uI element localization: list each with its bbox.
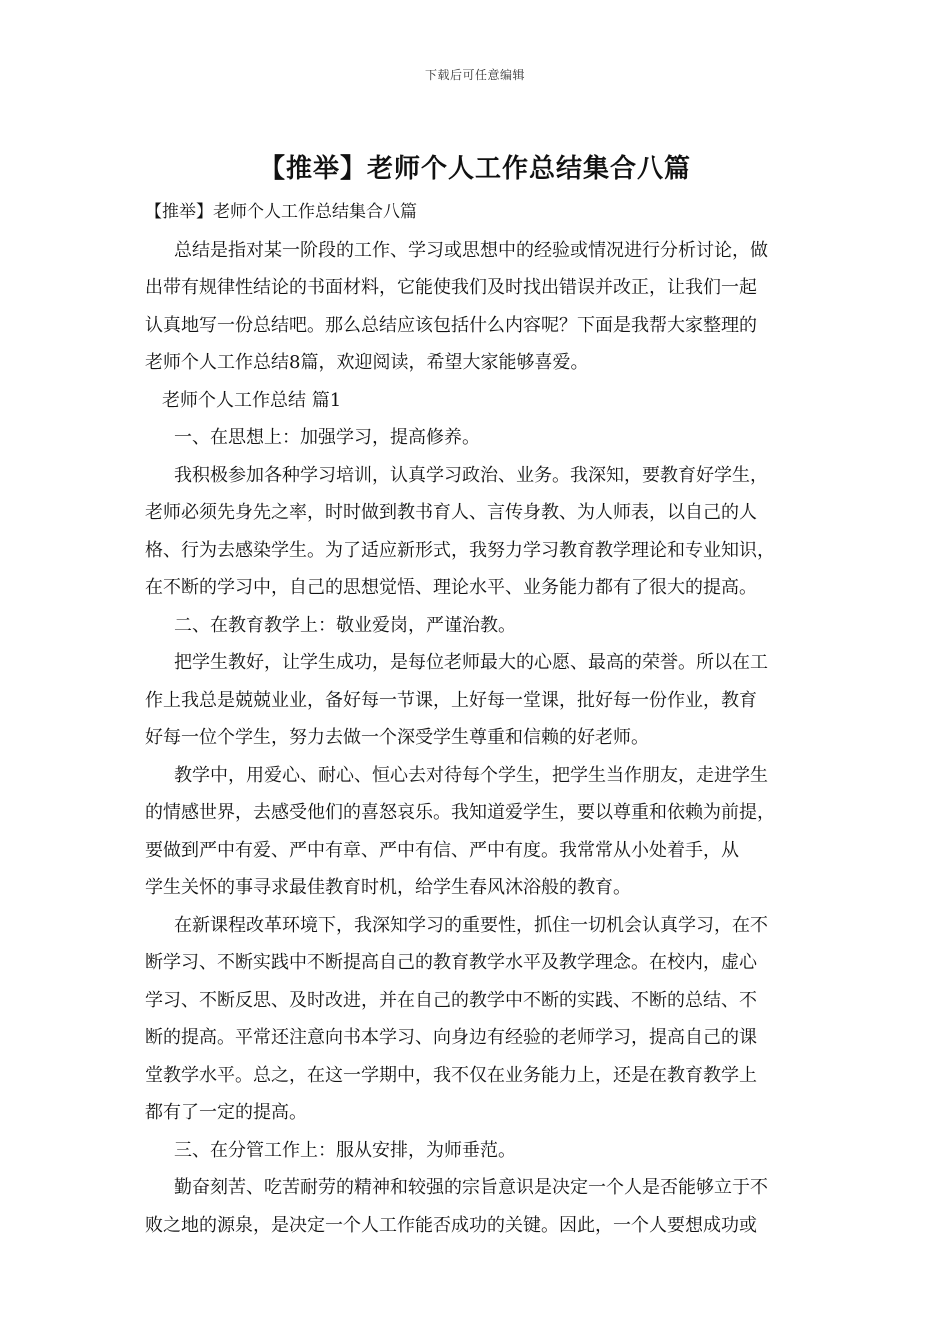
text-line: 老师个人工作总结8篇，欢迎阅读，希望大家能够喜爱。 [145,352,589,373]
text-line: 学习、不断反思、及时改进，并在自己的教学中不断的实践、不断的总结、不 [145,989,757,1011]
text-line: 认真地写一份总结吧。那么总结应该包括什么内容呢？下面是我帮大家整理的 [145,314,757,336]
text-line: 老师个人工作总结 篇1 [162,389,342,411]
text-line: 总结是指对某一阶段的工作、学习或思想中的经验或情况进行分析讨论，做 [174,239,768,261]
text-line: 二、在教育教学上：敬业爱岗，严谨治教。 [174,614,516,636]
text-line: 断的提高。平常还注意向书本学习、向身边有经验的老师学习，提高自己的课 [145,1027,757,1048]
text-line: 在新课程改革环境下，我深知学习的重要性，抓住一切机会认真学习，在不 [174,914,768,936]
text-line: 格、行为去感染学生。为了适应新形式，我努力学习教育教学理论和专业知识， [145,539,775,561]
page-title: 【推举】老师个人工作总结集合八篇 [258,154,691,184]
text-line: 堂教学水平。总之，在这一学期中，我不仅在业务能力上，还是在教育教学上 [145,1064,757,1086]
text-line: 败之地的源泉，是决定一个人工作能否成功的关键。因此，一个人要想成功或 [145,1214,757,1236]
text-line: 出带有规律性结论的书面材料，它能使我们及时找出错误并改正，让我们一起 [145,277,757,298]
text-line: 勤奋刻苦、吃苦耐劳的精神和较强的宗旨意识是决定一个人是否能够立于不 [174,1177,768,1198]
text-line: 都有了一定的提高。 [145,1102,307,1123]
text-line: 老师必须先身先之率，时时做到教书育人、言传身教、为人师表，以自己的人 [145,502,757,523]
text-line: 我积极参加各种学习培训，认真学习政治、业务。我深知，要教育好学生， [174,464,768,486]
text-line: 把学生教好，让学生成功，是每位老师最大的心愿、最高的荣誉。所以在工 [174,652,768,673]
text-line: 在不断的学习中，自己的思想觉悟、理论水平、业务能力都有了很大的提高。 [145,577,757,598]
text-line: 断学习、不断实践中不断提高自己的教育教学水平及教学理念。在校内，虚心 [145,952,757,973]
text-line: 的情感世界，去感受他们的喜怒哀乐。我知道爱学生，要以尊重和依赖为前提， [145,802,775,823]
text-line: 三、在分管工作上：服从安排，为师垂范。 [174,1139,516,1161]
text-line: 教学中，用爱心、耐心、恒心去对待每个学生，把学生当作朋友，走进学生 [174,764,768,786]
text-line: 学生关怀的事寻求最佳教育时机，给学生春风沐浴般的教育。 [145,877,631,898]
text-line: 好每一位个学生，努力去做一个深受学生尊重和信赖的好老师。 [145,727,649,748]
text-line: 一、在思想上：加强学习，提高修养。 [174,427,480,448]
header-note: 下载后可任意编辑 [424,68,525,82]
document-subtitle: 【推举】老师个人工作总结集合八篇 [145,202,417,222]
document-body [145,194,820,1244]
text-line: 作上我总是兢兢业业，备好每一节课，上好每一堂课，批好每一份作业，教育 [145,689,757,711]
text-line: 要做到严中有爱、严中有章、严中有信、严中有度。我常常从小处着手，从 [145,839,739,861]
